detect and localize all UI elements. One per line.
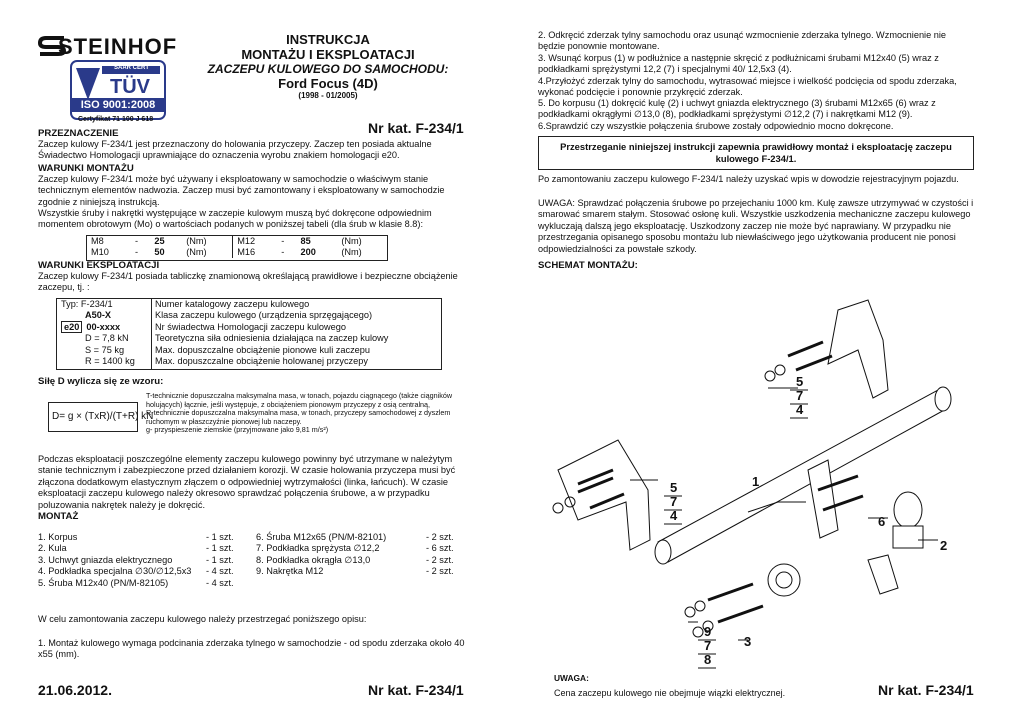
label-5-lower: 5 bbox=[670, 480, 678, 495]
plate-desc: Nr świadectwa Homologacji zaczepu kulowego bbox=[155, 321, 346, 332]
step-6: 6.Sprawdzić czy wszystkie połączenia śrubowe zostały odpowiednio mocno dokręcone. bbox=[538, 121, 894, 131]
torque-cell: 25 bbox=[154, 236, 165, 246]
plate-desc: Max. dopuszczalne obciążenie pionowe kuli zaczepu bbox=[155, 344, 371, 355]
document-date: 21.06.2012. bbox=[38, 682, 112, 698]
torque-row bbox=[87, 247, 387, 258]
torque-cell: (Nm) bbox=[341, 247, 362, 257]
neck bbox=[808, 460, 838, 538]
part-qty: - 1 szt. bbox=[206, 543, 234, 554]
step-4: 4.Przyłożyć zderzak tylny do samochodu, wytrasować miejsce i wielkość podcięcia od spodu zderzaka, wykonać podcięcie i ponownie przykręcić zderzak. bbox=[538, 76, 957, 98]
plate-homologation bbox=[57, 322, 151, 333]
text-eksploatacji: Zaczep kulowy F-234/1 posiada tabliczkę znamionową określającą prawidłowe i bezpieczne obciążenie zaczepu, tj. : bbox=[38, 271, 458, 293]
text-po-zamontowaniu: Po zamontowaniu zaczepu kulowego F-234/1 należy uzyskać wpis w dowodzie rejestracyjnym pojazdu. bbox=[538, 174, 959, 184]
tow-ball-neck bbox=[868, 555, 898, 594]
part-name: 6. Śruba M12x65 (PN/M-82101) bbox=[256, 532, 387, 542]
title-line2: MONTAŻU I EKSPLOATACJI bbox=[241, 47, 415, 62]
section-schemat: SCHEMAT MONTAŻU: bbox=[538, 260, 638, 271]
left-bracket bbox=[558, 440, 650, 550]
part-item bbox=[256, 532, 470, 543]
part-item bbox=[38, 555, 248, 566]
label-9: 9 bbox=[704, 624, 712, 639]
part-item bbox=[38, 566, 248, 577]
plate-homologation-no: 00-xxxx bbox=[86, 321, 121, 332]
notice-box bbox=[538, 136, 974, 170]
plate-desc: Teoretyczna siła odniesienia działająca na zaczep kulowy bbox=[155, 333, 389, 344]
label-7-upper: 7 bbox=[796, 388, 804, 403]
plate-r: R = 1400 kg bbox=[85, 356, 135, 367]
right-bracket bbox=[828, 300, 888, 398]
text-opis: W celu zamontowania zaczepu kulowego należy przestrzegać poniższego opisu: bbox=[38, 614, 367, 624]
saar-cert: SAAR CERT bbox=[114, 65, 150, 71]
label-3: 3 bbox=[744, 634, 752, 649]
label-1: 1 bbox=[752, 474, 760, 489]
step-1: 1. Montaż kulowego wymaga podcinania zderzaka tylnego w samochodzie - od spodu zderzaka około 40 x55 (mm). bbox=[38, 638, 465, 660]
plate-s: S = 75 kg bbox=[85, 344, 125, 355]
catalog-number-top: Nr kat. F-234/1 bbox=[368, 120, 464, 136]
part-item bbox=[38, 532, 248, 543]
uwaga-footer-text: Cena zaczepu kulowego nie obejmuje wiązki elektrycznej. bbox=[554, 688, 786, 698]
torque-table bbox=[86, 235, 388, 261]
step-2: 2. Odkręcić zderzak tylny samochodu oraz usunąć wzmocnienie zderzaka tylnego. Wzmocnienie nie będzie ponownie montowane. bbox=[538, 30, 947, 52]
socket-holder bbox=[768, 564, 800, 596]
torque-cell: (Nm) bbox=[341, 236, 362, 246]
plate-left-col bbox=[57, 299, 152, 369]
part-name: 1. Korpus bbox=[38, 532, 78, 542]
iso-label: ISO 9001:2008 bbox=[72, 98, 164, 112]
torque-cell: M16 bbox=[237, 247, 256, 257]
torque-cell: - bbox=[135, 236, 139, 246]
label-4-lower: 4 bbox=[670, 508, 678, 523]
brand-name: STEINHOF bbox=[58, 34, 178, 59]
formula-box bbox=[48, 402, 154, 432]
section-przeznaczenie: PRZEZNACZENIE bbox=[38, 128, 119, 139]
torque-cell: M12 bbox=[237, 236, 256, 246]
torque-cell: M8 bbox=[91, 236, 104, 246]
part-item bbox=[256, 566, 470, 577]
cert-number: Certyfikat 71 100 J 618 bbox=[78, 116, 154, 123]
step-5: 5. Do korpusu (1) dokręcić kulę (2) i uchwyt gniazda elektrycznego (3) śrubami M12x65 (6) wraz z podkładkami okrągłymi ∅13,0 (8), podkładkami sprężystymi ∅12,2 (7) i nakrętkami M12 (9). bbox=[538, 98, 936, 120]
part-name: 3. Uchwyt gniazda elektrycznego bbox=[38, 554, 173, 565]
part-name: 5. Śruba M12x40 (PN/M-82105) bbox=[38, 577, 169, 588]
section-warunki-montazu: WARUNKI MONTAŻU bbox=[38, 163, 134, 174]
catalog-number-bottom-right: Nr kat. F-234/1 bbox=[878, 682, 974, 698]
right-column bbox=[538, 30, 978, 710]
section-warunki-eksploatacji: WARUNKI EKSPLOATACJI bbox=[38, 260, 160, 271]
notice-text: Przestrzeganie niniejszej instrukcji zapewnia prawidłowy montaż i eksploatację zaczepu kulowego F-234/1. bbox=[560, 141, 952, 164]
plate-class: A50-X bbox=[85, 310, 112, 321]
formula-note-g: g- przyspieszenie ziemskie (przyjmowane jako 9,81 m/s²) bbox=[146, 425, 329, 435]
torque-cell: 50 bbox=[154, 247, 165, 257]
part-qty: - 6 szt. bbox=[426, 543, 454, 554]
text-warunki-1: Zaczep kulowy F-234/1 może być używany i eksploatowany w samochodzie o właściwym stanie technicznym elementów nadwozia. Zaczep musi być zamontowany i eksploatowany w samochodzie zgodnie z niniejszą instrukcją. bbox=[38, 174, 445, 207]
torque-cell: (Nm) bbox=[182, 236, 233, 247]
label-7-lower: 7 bbox=[670, 494, 678, 509]
step-3: 3. Wsunąć korpus (1) w podłużnice a następnie skręcić z podłużnicami śrubami M12x40 (5) wraz z podkładkami sprężystymi 12,2 (7) i specjalnymi 40/ 12,5x3 (4). bbox=[538, 53, 939, 75]
part-qty: - 1 szt. bbox=[206, 532, 234, 542]
text-podczas: Podczas eksploatacji poszczególne elementy zaczepu kulowego powinny być utrzymane w należytym stanie technicznym i zabezpieczone przed działaniem korozji. W czasie holowania przyczepa musi być złączona dodatkowym elastycznym złączem o odpowiedniej wytrzymałości (linka, łańcuch). W czasie eksploatacji zaczepu kulowego należy okresowo sprawdzać połączenia śrubowe, a w przypadku poluzowania nakrętek należy je dokręcić. bbox=[38, 454, 456, 510]
car-years: (1998 - 01/2005) bbox=[298, 91, 358, 100]
label-4-upper: 4 bbox=[796, 402, 804, 417]
steinhof-logo bbox=[38, 34, 208, 58]
part-name: 4. Podkładka specjalna ∅30/∅12,5x3 bbox=[38, 566, 192, 577]
plate-desc: Max. dopuszczalne obciążenie holowanej przyczepy bbox=[155, 356, 368, 367]
torque-cell: 85 bbox=[300, 236, 311, 246]
label-8: 8 bbox=[704, 652, 712, 667]
formula-note-r: R-technicznie dopuszczalna maksymalna masa, w tonach, przyczepy samochodowej z dyszlem ruchomym w płaszczyźnie pionowej lub naczepy. bbox=[146, 408, 451, 426]
torque-row bbox=[87, 236, 387, 247]
label-7-bottom: 7 bbox=[704, 638, 712, 653]
parts-list-b bbox=[256, 532, 470, 578]
part-item bbox=[38, 578, 248, 589]
part-item bbox=[256, 555, 470, 566]
torque-cell: 200 bbox=[300, 247, 316, 257]
part-name: 8. Podkładka okrągła ∅13,0 bbox=[256, 554, 371, 565]
part-qty: - 2 szt. bbox=[426, 566, 454, 577]
part-qty: - 2 szt. bbox=[426, 532, 454, 542]
formula-notes bbox=[146, 392, 472, 435]
torque-cell: M10 bbox=[91, 247, 109, 257]
torque-cell: - bbox=[135, 247, 139, 257]
section-sila-d: Siłę D wylicza się ze wzoru: bbox=[38, 376, 164, 387]
label-6: 6 bbox=[878, 514, 886, 529]
part-name: 2. Kula bbox=[38, 543, 67, 554]
tuv-text: TÜV bbox=[110, 76, 150, 98]
torque-cell: (Nm) bbox=[182, 247, 233, 258]
part-qty: - 4 szt. bbox=[206, 577, 234, 588]
uwaga-footer-heading: UWAGA: bbox=[554, 673, 589, 683]
car-model: Ford Focus (4D) bbox=[278, 76, 378, 91]
part-name: 9. Nakrętka M12 bbox=[256, 566, 324, 577]
part-item bbox=[256, 543, 470, 554]
text-uwaga: UWAGA: Sprawdzać połączenia śrubowe po przejechaniu 1000 km. Kulę zawsze utrzymywać w czystości i smarować smarem stałym. Stosować osłonę kuli. Wszystkie uszkodzenia mechaniczne zaczepu kulowego wykluczają dalszą jego eksploatację. Uszkodzony zaczep nie może być naprawiany. W przypadku nie przestrzegania opisanego sposobu montażu lub niewłaściwego jego użytkowania producent nie ponosi odpowiedzialności za powstałe szkody. bbox=[538, 198, 974, 254]
section-montaz: MONTAŻ bbox=[38, 511, 79, 522]
part-qty: - 2 szt. bbox=[426, 554, 454, 565]
title-line1: INSTRUKCJA bbox=[286, 32, 370, 47]
plate-d: D = 7,8 kN bbox=[85, 333, 129, 344]
e20-mark: e20 bbox=[61, 321, 82, 333]
title-line3: ZACZEPU KULOWEGO DO SAMOCHODU: bbox=[207, 62, 449, 76]
left-column bbox=[38, 30, 474, 710]
part-qty: - 4 szt. bbox=[206, 566, 234, 577]
parts-list-a bbox=[38, 532, 248, 589]
torque-cell: - bbox=[281, 236, 285, 246]
plate-desc: Numer katalogowy zaczepu kulowego bbox=[155, 299, 310, 309]
tow-ball bbox=[894, 492, 922, 528]
part-item bbox=[38, 543, 248, 554]
catalog-number-bottom-left: Nr kat. F-234/1 bbox=[368, 682, 464, 698]
torque-cell: - bbox=[281, 247, 285, 257]
formula-note-t: T-technicznie dopuszczalna maksymalna masa, w tonach, pojazdu ciągnącego (także ciągników holujących) łącznie, jeśli występuje, z obciążeniem pionowym przyczepy z osią centralną, bbox=[146, 391, 453, 409]
label-5-upper: 5 bbox=[796, 374, 804, 389]
text-przeznaczenie: Zaczep kulowy F-234/1 jest przeznaczony do holowania przyczepy. Zaczep ten posiada aktualne Świadectwo Homologacji uprawniające do oznaczenia wyrobu znakiem homologacji e20. bbox=[38, 139, 432, 161]
mounting-diagram bbox=[538, 270, 978, 670]
part-name: 7. Podkładka sprężysta ∅12,2 bbox=[256, 543, 380, 554]
plate-desc: Klasa zaczepu kulowego (urządzenia sprzęgającego) bbox=[155, 310, 373, 321]
text-warunki-2: Wszystkie śruby i nakrętki występujące w zaczepie kulowym muszą być dokręcone odpowiednim momentem obrotowym (Mo) o wartościach podanych w poniższej tabeli (dla śrub w klasie 8.8): bbox=[38, 208, 432, 230]
label-2: 2 bbox=[940, 538, 948, 553]
formula: D= g × (TxR)/(T+R) kN bbox=[52, 411, 154, 422]
rating-plate-table bbox=[56, 298, 442, 370]
title-block bbox=[188, 32, 468, 100]
plate-type: Typ: F-234/1 bbox=[61, 299, 113, 309]
plate-right-col bbox=[155, 299, 439, 367]
part-qty: - 1 szt. bbox=[206, 554, 234, 565]
